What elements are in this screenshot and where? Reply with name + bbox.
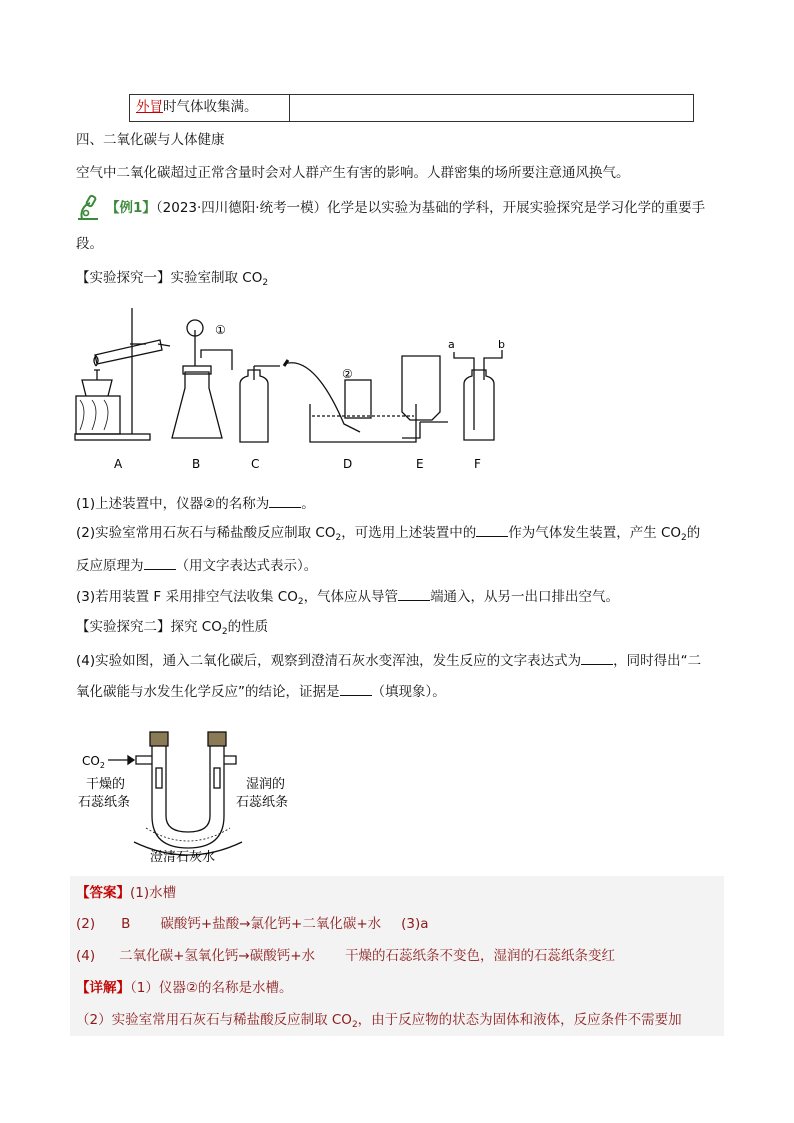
answer-4-eq: 二氧化碳+氢氧化钙→碳酸钙+水 bbox=[119, 948, 316, 964]
question-2 bbox=[76, 522, 700, 548]
question-4-line2 bbox=[76, 681, 446, 702]
explore1-title bbox=[76, 268, 268, 293]
cell-text: 时气体收集满。 bbox=[163, 99, 258, 115]
apparatus-label: C bbox=[251, 457, 260, 471]
answer-2-eq: 碳酸钙+盐酸→氯化钙+二氧化碳+水 bbox=[160, 916, 382, 932]
q2-text-b: ，可选用上述装置中的 bbox=[341, 525, 477, 541]
q1-text: (1)上述装置中，仪器②的名称为 bbox=[76, 496, 270, 512]
subscript: 2 bbox=[99, 761, 105, 770]
q4-text-b: ，同时得出“二 bbox=[613, 653, 702, 669]
explore1-text: 实验室制取 CO bbox=[170, 270, 263, 286]
detail-1: （1）仪器②的名称是水槽。 bbox=[130, 980, 293, 996]
right-label-2: 石蕊纸条 bbox=[236, 795, 289, 810]
answer-blank bbox=[398, 586, 430, 601]
apparatus-figure bbox=[70, 300, 530, 480]
apparatus-label: F bbox=[474, 457, 481, 471]
q2-line2-end: （用文字表达式表示）。 bbox=[175, 558, 318, 574]
answer-blank bbox=[144, 555, 176, 570]
subscript: 2 bbox=[221, 627, 228, 637]
example-source: （2023·四川德阳·统考一模） bbox=[155, 200, 328, 216]
question-1 bbox=[76, 493, 315, 514]
section-heading: 四、二氧化碳与人体健康 bbox=[76, 132, 225, 148]
apparatus-e bbox=[402, 356, 448, 438]
right-label-1: 湿润的 bbox=[246, 777, 286, 792]
answer-blank bbox=[269, 493, 301, 508]
tube-label-a: a bbox=[448, 338, 455, 351]
apparatus-a bbox=[75, 308, 170, 440]
answer-tag: 【答案】 bbox=[76, 885, 130, 901]
left-label-1: 干燥的 bbox=[86, 777, 126, 792]
u-tube-figure bbox=[74, 720, 314, 870]
q2-text-c: 作为气体发生装置，产生 CO bbox=[508, 525, 682, 541]
apparatus-label: A bbox=[114, 457, 123, 471]
answer-blank bbox=[340, 681, 372, 696]
q4-line2-text: 氧化碳能与水发生化学反应”的结论，证据是 bbox=[76, 684, 340, 700]
detail-2-b: ，由于反应物的状态为固体和液体，反应条件不需要加 bbox=[357, 1012, 682, 1028]
explore2-text: 探究 CO bbox=[170, 619, 222, 635]
q4-text: (4)实验如图，通入二氧化碳后，观察到澄清石灰水变浑浊，发生反应的文字表达式为 bbox=[76, 653, 582, 669]
marker-2: ② bbox=[342, 367, 353, 381]
answer-line-2 bbox=[76, 914, 429, 934]
explore2-tag: 【实验探究二】 bbox=[76, 619, 171, 635]
subscript: 2 bbox=[351, 1020, 358, 1030]
q3-text: (3)若用装置 F 采用排空气法收集 CO bbox=[76, 589, 298, 605]
example-line2: 段。 bbox=[76, 236, 103, 252]
answer-line-4 bbox=[76, 946, 615, 966]
explore2-title bbox=[76, 617, 268, 642]
table-cell bbox=[136, 97, 258, 117]
apparatus-label: B bbox=[192, 457, 201, 471]
question-3 bbox=[76, 586, 619, 612]
left-label-2: 石蕊纸条 bbox=[78, 795, 131, 810]
example-line1 bbox=[106, 198, 705, 218]
subscript: 2 bbox=[262, 278, 269, 288]
answer-3: (3)a bbox=[401, 916, 429, 932]
tube-label-b: b bbox=[498, 338, 505, 351]
apparatus-f bbox=[454, 350, 502, 440]
answer-blank bbox=[581, 650, 613, 665]
emphasis-text: 外冒 bbox=[136, 99, 163, 115]
q1-end: 。 bbox=[301, 496, 315, 512]
apparatus-c bbox=[240, 366, 280, 442]
apparatus-label: E bbox=[416, 457, 424, 471]
answer-4-evidence: 干燥的石蕊纸条不变色，湿润的石蕊纸条变红 bbox=[345, 948, 616, 964]
table-divider bbox=[289, 95, 290, 121]
answer-1: (1)水槽 bbox=[130, 885, 177, 901]
explore2-text-end: 的性质 bbox=[227, 619, 269, 635]
answer-2-val: B bbox=[121, 916, 131, 932]
example-text: 化学是以实验为基础的学科，开展实验探究是学习化学的重要手 bbox=[327, 200, 706, 216]
answer-line-1 bbox=[76, 883, 176, 903]
subscript: 2 bbox=[681, 533, 687, 543]
section-body: 空气中二氧化碳超过正常含量时会对人群产生有害的影响。人群密集的场所要注意通风换气。 bbox=[76, 165, 630, 181]
answer-4-num: (4) bbox=[76, 948, 96, 964]
answer-2-num: (2) bbox=[76, 916, 96, 932]
subscript: 2 bbox=[297, 597, 304, 607]
q3-text-b: ，气体应从导管 bbox=[303, 589, 399, 605]
microscope-icon bbox=[74, 193, 104, 223]
co2-label bbox=[82, 754, 105, 770]
explore1-tag: 【实验探究一】 bbox=[76, 270, 171, 286]
q2-line2-text: 反应原理为 bbox=[76, 558, 144, 574]
detail-tag: 【详解】 bbox=[76, 980, 130, 996]
detail-2: （2）实验室常用石灰石与稀盐酸反应制取 CO bbox=[76, 1012, 352, 1028]
subscript: 2 bbox=[335, 533, 342, 543]
apparatus-label: D bbox=[343, 457, 353, 471]
question-4 bbox=[76, 650, 701, 671]
answer-blank bbox=[476, 522, 508, 537]
q2-text: (2)实验室常用石灰石与稀盐酸反应制取 CO bbox=[76, 525, 336, 541]
apparatus-b bbox=[172, 320, 232, 438]
example-label: 【例1】 bbox=[106, 200, 156, 216]
bottom-label: 澄清石灰水 bbox=[150, 850, 216, 865]
question-2-line2 bbox=[76, 555, 317, 576]
detail-line-1 bbox=[76, 978, 292, 998]
q2-text-d: 的 bbox=[686, 525, 701, 541]
detail-line-2 bbox=[76, 1010, 682, 1035]
table-row bbox=[129, 94, 694, 122]
marker-1: ① bbox=[215, 323, 226, 337]
co2-text: CO bbox=[82, 754, 100, 768]
q4-line2-end: （填现象）。 bbox=[371, 684, 446, 700]
q3-text-c: 端通入，从另一出口排出空气。 bbox=[430, 589, 620, 605]
